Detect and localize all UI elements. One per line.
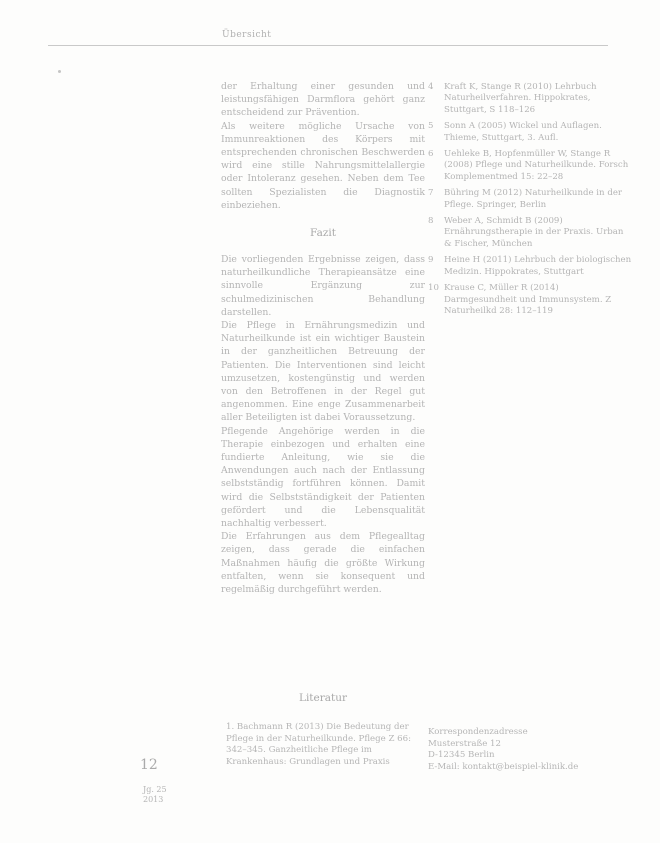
intro-text xyxy=(221,80,425,212)
issue-label: 2013 xyxy=(143,795,164,804)
address-line: Korrespondenzadresse xyxy=(428,727,528,737)
author-address xyxy=(428,727,633,773)
reference-item: 10 Krause C, Müller R (2014) Darmgesundheit und Immunsystem. Z Naturheilkd 28: 112–119 xyxy=(428,283,612,316)
fazit-body xyxy=(221,253,425,596)
reference-item: 8 Weber A, Schmidt B (2009) Ernährungstherapie in der Praxis. Urban & Fischer, München xyxy=(428,216,624,249)
page-volume xyxy=(143,785,167,805)
body-paragraph: Pflegende Angehörige werden in die Therapie einbezogen und erhalten eine fundierte Anleitung, wie sie die Anwendungen auch nach der Entlassung selbstständig fortführen können. Damit wird die Selbstständigkeit der Patienten gefördert und die Lebensqualität nachhaltig verbessert. xyxy=(221,425,425,530)
reference-item: 6 Uehleke B, Hopfenmüller W, Stange R (2008) Pflege und Naturheilkunde. Forsch Komplementmed 15: 22–28 xyxy=(428,149,629,182)
reference-item: 5 Sonn A (2005) Wickel und Auflagen. Thieme, Stuttgart, 3. Aufl. xyxy=(428,121,602,143)
page-number: 12 xyxy=(140,757,158,773)
section-heading-fazit: Fazit xyxy=(310,227,336,239)
header-rule xyxy=(48,45,608,46)
intro-paragraph: der Erhaltung einer gesunden und leistungsfähigen Darmflora gehört ganz entscheidend zur Prävention. xyxy=(221,81,425,119)
reference-item: 9 Heine H (2011) Lehrbuch der biologischen Medizin. Hippokrates, Stuttgart xyxy=(428,255,632,277)
address-line: Musterstraße 12 xyxy=(428,738,501,749)
address-line: E-Mail: kontakt@beispiel-klinik.de xyxy=(428,761,579,772)
address-line: D-12345 Berlin xyxy=(428,750,495,760)
running-header: Übersicht xyxy=(222,30,272,40)
body-paragraph: Die vorliegenden Ergebnisse zeigen, dass naturheilkundliche Therapieansätze eine sinnvolle Ergänzung zur schulmedizinischen Behandlung darstellen. xyxy=(221,254,425,318)
literature-first-ref: 1. Bachmann R (2013) Die Bedeutung der Pflege in der Naturheilkunde. Pflege Z 66: 342–345. Ganzheitliche Pflege im Krankenhaus: Grundlagen und Praxis xyxy=(226,722,411,767)
volume-label: Jg. 25 xyxy=(143,785,167,794)
intro-paragraph: Als weitere mögliche Ursache von Immunreaktionen des Körpers mit entsprechenden chronischen Beschwerden wird eine stille Nahrungsmittelallergie oder Intoleranz gesehen. Neben dem Tee sollten Spezialisten die Diagnostik einbeziehen. xyxy=(221,120,425,211)
margin-mark xyxy=(58,70,61,73)
reference-item: 7 Bühring M (2012) Naturheilkunde in der Pflege. Springer, Berlin xyxy=(428,188,623,210)
reference-list xyxy=(428,82,633,322)
literature-heading: Literatur xyxy=(298,692,348,704)
reference-item: 4 Kraft K, Stange R (2010) Lehrbuch Naturheilverfahren. Hippokrates, Stuttgart, S 118–126 xyxy=(428,82,597,115)
body-paragraph: Die Pflege in Ernährungsmedizin und Naturheilkunde ist ein wichtiger Baustein in der ganzheitlichen Betreuung der Patienten. Die Interventionen sind leicht umzusetzen, kostengünstig und werden von den Betroffenen in der Regel gut angenommen. Eine enge Zusammenarbeit aller Beteiligten ist dabei Voraussetzung. xyxy=(221,320,425,424)
body-paragraph: Die Erfahrungen aus dem Pflegealltag zeigen, dass gerade die einfachen Maßnahmen häufig die größte Wirkung entfalten, wenn sie konsequent und regelmäßig durchgeführt werden. xyxy=(221,531,425,596)
